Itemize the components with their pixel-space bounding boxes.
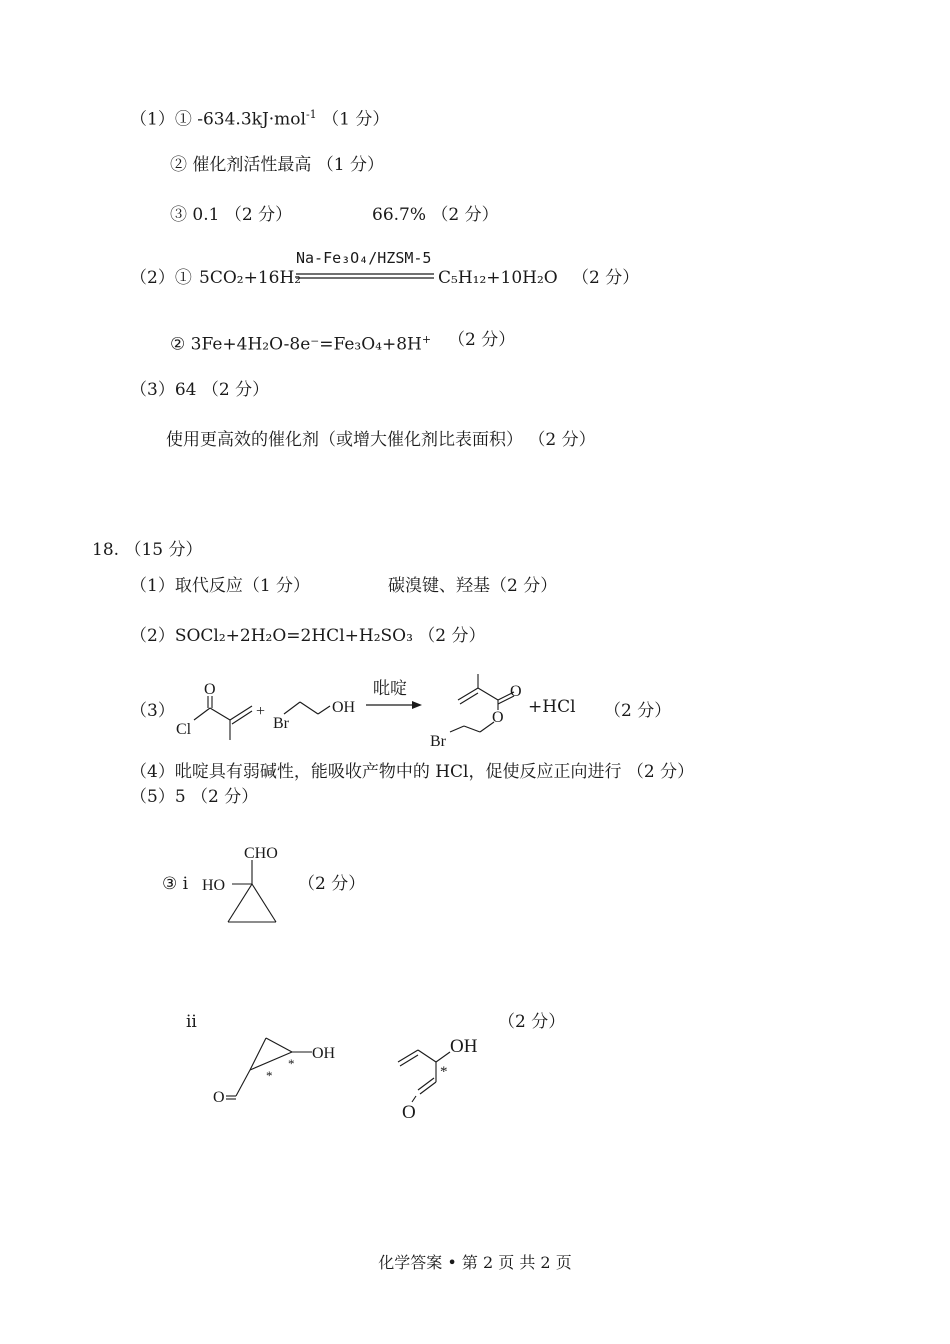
chiral-star: * <box>440 1064 448 1080</box>
q18-part5-ii-score: （2 分） <box>498 1012 566 1032</box>
chiral-star: * <box>288 1056 295 1071</box>
q17-part2-label: （2）① <box>130 268 192 288</box>
atom-o-carbonyl: O <box>510 683 522 700</box>
right-arrow-icon <box>366 700 422 710</box>
q18-part3-label: （3） <box>130 701 175 721</box>
double-line-arrow-icon <box>296 272 436 280</box>
atom-oh: OH <box>332 699 356 716</box>
q17-part2-b-score: （2 分） <box>448 330 516 350</box>
butenal-chiral-structure <box>392 1032 492 1124</box>
group-cho: CHO <box>244 845 278 862</box>
q18-part5: （5）5 （2 分） <box>130 787 259 807</box>
q18-part5-ii-label: ii <box>186 1012 197 1032</box>
atom-oh: OH <box>450 1036 478 1057</box>
atom-cl: Cl <box>176 721 192 738</box>
q18-part1-a: （1）取代反应（1 分） <box>130 576 311 596</box>
atom-o-ester: O <box>492 709 504 726</box>
q17-part2-b: ② 3Fe+4H₂O-8e⁻=Fe₃O₄+8H+ <box>170 333 432 355</box>
bromoethyl-methacrylate-structure <box>428 670 538 750</box>
q18-part1-b: 碳溴键、羟基（2 分） <box>388 576 558 596</box>
reaction-condition: 吡啶 <box>373 679 407 699</box>
chiral-star: * <box>266 1068 273 1083</box>
cyclopropane-chiral-structure <box>210 1032 340 1108</box>
q18-part4: （4）吡啶具有弱碱性，能吸收产物中的 HCl，促使反应正向进行 （2 分） <box>130 762 695 782</box>
q18-part2: （2）SOCl₂+2H₂O=2HCl+H₂SO₃ （2 分） <box>130 626 486 646</box>
page-footer: 化学答案 • 第 2 页 共 2 页 <box>378 1253 572 1272</box>
q18-part3-score: （2 分） <box>604 701 672 721</box>
atom-o: O <box>213 1089 225 1106</box>
q17-part3: （3）64 （2 分） <box>130 380 270 400</box>
atom-o: O <box>402 1102 416 1123</box>
enthalpy-value: -634.3kJ·mol <box>197 109 306 130</box>
q18-part5-i-label: ③ i <box>162 874 189 894</box>
atom-br: Br <box>430 733 446 750</box>
bromoethanol-structure <box>270 692 365 732</box>
group-ho: HO <box>202 877 226 894</box>
q17-part1-line: （1）① -634.3kJ·mol$^{-1}$ （1 分） <box>130 108 390 130</box>
cyclopropane-aldehyde-structure <box>198 838 298 930</box>
atom-o: O <box>204 681 216 698</box>
hcl-product: +HCl <box>528 697 576 717</box>
q17-part2-score: （2 分） <box>572 268 640 288</box>
q17-part2-reactants: 5CO₂+16H₂ <box>199 268 302 288</box>
q18-part5-i-score: （2 分） <box>298 874 366 894</box>
q17-part1-c-a: ③ 0.1 （2 分） <box>170 205 293 225</box>
q17-part1-c-b: 66.7% （2 分） <box>372 205 499 225</box>
q17-part1-b: ② 催化剂活性最高 （1 分） <box>170 155 385 175</box>
atom-br: Br <box>273 715 289 732</box>
catalyst-condition: Na-Fe₃O₄/HZSM-5 <box>296 249 432 267</box>
q17-part3-b: 使用更高效的催化剂（或增大催化剂比表面积） （2 分） <box>166 430 596 450</box>
electrode-equation: ② 3Fe+4H₂O-8e⁻=Fe₃O₄+8H <box>170 334 422 355</box>
q18-header: 18. （15 分） <box>92 540 203 560</box>
acyl-chloride-structure <box>172 676 272 746</box>
atom-oh: OH <box>312 1045 336 1062</box>
q17-part2-products: C₅H₁₂+10H₂O <box>438 268 558 288</box>
plus-sign: + <box>256 703 266 720</box>
